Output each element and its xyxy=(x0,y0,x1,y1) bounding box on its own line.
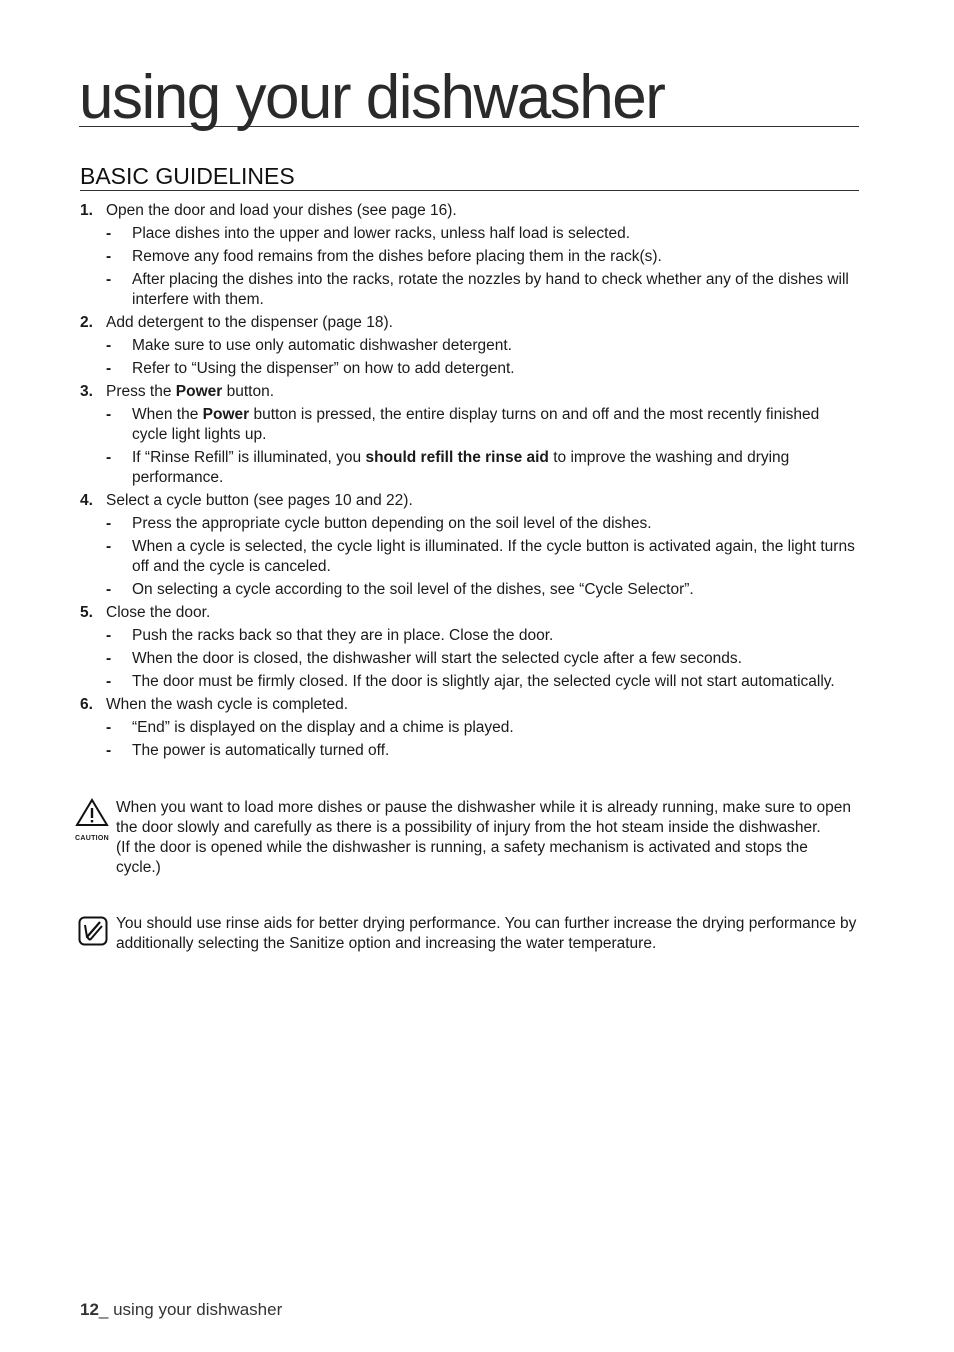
step-number: 3. xyxy=(80,383,93,400)
list-item xyxy=(80,649,855,669)
step-1 xyxy=(80,201,855,221)
step-text: When the wash cycle is completed. xyxy=(106,696,349,713)
caution-text: When you want to load more dishes or pause the dishwasher while it is already running, make sure to open the door slowly and carefully as there is a possibility of injury from the hot steam inside the dishwasher. xyxy=(116,799,851,836)
list-item xyxy=(80,672,855,692)
bullet-dash: - xyxy=(106,650,112,667)
note-text: You should use rinse aids for better drying performance. You can further increase the drying performance by additionally selecting the Sanitize option and increasing the water temperature. xyxy=(116,915,857,952)
list-item xyxy=(80,514,855,534)
bullet-text: Remove any food remains from the dishes before placing them in the rack(s). xyxy=(132,248,662,265)
bullet-dash: - xyxy=(106,337,112,354)
bullet-text-post: button is pressed, the entire display turns on and off and the most recently finished cycle light lights up. xyxy=(132,406,820,443)
bullet-text: After placing the dishes into the racks, rotate the nozzles by hand to check whether any of the dishes will interfere with them. xyxy=(132,271,849,308)
bullet-text-pre: If “Rinse Refill” is illuminated, you xyxy=(132,449,366,466)
list-item xyxy=(80,448,855,488)
footer-section: _ using your dishwasher xyxy=(98,1300,283,1319)
list-item xyxy=(80,224,855,244)
list-item xyxy=(80,336,855,356)
bullet-dash: - xyxy=(106,360,112,377)
note-pencil-icon xyxy=(78,916,108,952)
step-number: 1. xyxy=(80,202,93,219)
step-text-post: button. xyxy=(222,383,275,400)
step-4 xyxy=(80,491,855,511)
caution-label: CAUTION xyxy=(75,835,109,842)
bullet-dash: - xyxy=(106,627,112,644)
step-6 xyxy=(80,695,855,715)
step-number: 4. xyxy=(80,492,93,509)
section-heading: BASIC GUIDELINES xyxy=(80,163,859,191)
bullet-dash: - xyxy=(106,581,112,598)
bullet-text: Push the racks back so that they are in place. Close the door. xyxy=(132,627,554,644)
bullet-text: The power is automatically turned off. xyxy=(132,742,390,759)
bullet-dash: - xyxy=(106,515,112,532)
step-number: 2. xyxy=(80,314,93,331)
list-item xyxy=(80,359,855,379)
bullet-text: Press the appropriate cycle button depending on the soil level of the dishes. xyxy=(132,515,652,532)
step-text: Select a cycle button (see pages 10 and 22). xyxy=(106,492,413,509)
step-3 xyxy=(80,382,855,402)
step-text-pre: Press the xyxy=(106,383,176,400)
bullet-dash: - xyxy=(106,719,112,736)
bullet-text: Refer to “Using the dispenser” on how to add detergent. xyxy=(132,360,515,377)
bullet-text: When the door is closed, the dishwasher will start the selected cycle after a few seconds. xyxy=(132,650,742,667)
list-item xyxy=(80,270,855,310)
step-number: 5. xyxy=(80,604,93,621)
bullet-dash: - xyxy=(106,271,112,288)
bullet-dash: - xyxy=(106,742,112,759)
bullet-text: When a cycle is selected, the cycle light is illuminated. If the cycle button is activated again, the light turns off and the cycle is canceled. xyxy=(132,538,855,575)
bullet-text: The door must be firmly closed. If the door is slightly ajar, the selected cycle will not start automatically. xyxy=(132,673,835,690)
guidelines-list xyxy=(80,198,855,761)
bullet-text: Make sure to use only automatic dishwasher detergent. xyxy=(132,337,512,354)
bullet-text: “End” is displayed on the display and a chime is played. xyxy=(132,719,514,736)
list-item xyxy=(80,537,855,577)
bullet-bold: Power xyxy=(202,406,250,423)
caution-box xyxy=(73,798,853,878)
step-2 xyxy=(80,313,855,333)
bullet-dash: - xyxy=(106,225,112,242)
page-title: using your dishwasher xyxy=(79,66,859,127)
bullet-dash: - xyxy=(106,248,112,265)
bullet-text: On selecting a cycle according to the soil level of the dishes, see “Cycle Selector”. xyxy=(132,581,694,598)
bullet-dash: - xyxy=(106,538,112,555)
list-item xyxy=(80,580,855,600)
list-item xyxy=(80,405,855,445)
bullet-dash: - xyxy=(106,406,112,423)
caution-text-note: (If the door is opened while the dishwasher is running, a safety mechanism is activated and stops the cycle.) xyxy=(116,839,808,876)
page-footer xyxy=(80,1300,282,1320)
step-text: Close the door. xyxy=(106,604,211,621)
bullet-text-pre: When the xyxy=(132,406,203,423)
step-5 xyxy=(80,603,855,623)
bullet-dash: - xyxy=(106,449,112,466)
bullet-text-post: to improve the washing and drying performance. xyxy=(132,449,790,486)
page-number: 12 xyxy=(80,1300,99,1319)
bullet-text: Place dishes into the upper and lower racks, unless half load is selected. xyxy=(132,225,631,242)
power-label: Power xyxy=(175,383,223,400)
step-number: 6. xyxy=(80,696,93,713)
list-item xyxy=(80,626,855,646)
step-text: Add detergent to the dispenser (page 18). xyxy=(106,314,393,331)
bullet-dash: - xyxy=(106,673,112,690)
note-box xyxy=(78,914,858,954)
bullet-bold: should refill the rinse aid xyxy=(365,449,549,466)
caution-triangle-icon xyxy=(73,798,111,849)
list-item xyxy=(80,741,855,761)
list-item xyxy=(80,718,855,738)
step-text: Open the door and load your dishes (see page 16). xyxy=(106,202,457,219)
list-item xyxy=(80,247,855,267)
